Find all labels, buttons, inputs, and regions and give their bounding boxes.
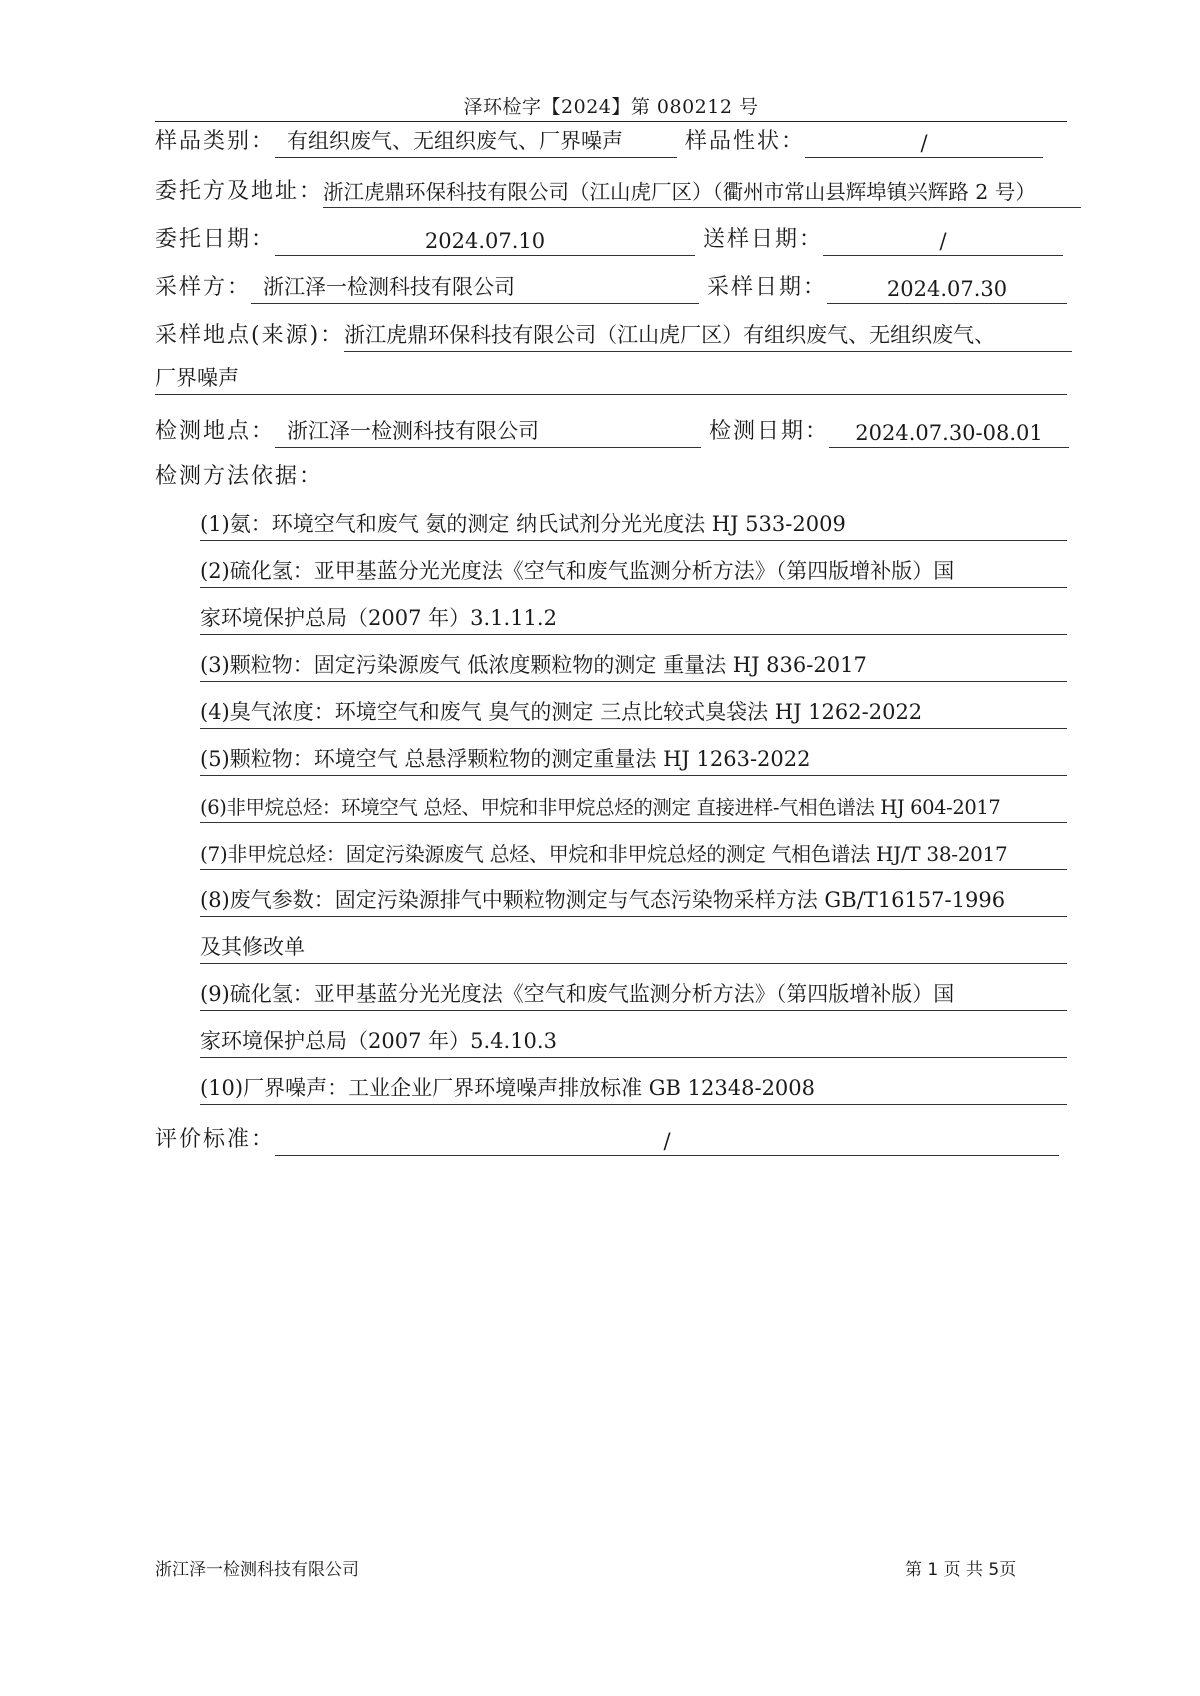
sample-state-value: / xyxy=(805,122,1043,158)
method-line: (6)非甲烷总烃：环境空气 总烃、甲烷和非甲烷总烃的测定 直接进样-气相色谱法 HJ 604-2017 xyxy=(200,785,1067,823)
standard-label: 评价标准： xyxy=(155,1127,276,1152)
report-number: 泽环检字【2024】第 080212 号 xyxy=(463,96,759,118)
method-line: (4)臭气浓度：环境空气和废气 臭气的测定 三点比较式臭袋法 HJ 1262-2022 xyxy=(200,691,1067,729)
standard-value: / xyxy=(275,1120,1059,1156)
test-date-label: 检测日期： xyxy=(709,419,830,444)
method-line: (9)硫化氢：亚甲基蓝分光光度法《空气和废气监测分析方法》（第四版增补版）国 xyxy=(200,973,1067,1011)
entrust-date-value: 2024.07.10 xyxy=(275,220,695,256)
row-sample-type xyxy=(155,118,1043,158)
method-line: 及其修改单 xyxy=(200,926,1067,964)
delivery-date-label: 送样日期： xyxy=(703,227,824,252)
footer-page-number: 第 1 页 共 5页 xyxy=(905,1560,1017,1580)
client-label: 委托方及地址： xyxy=(155,179,324,204)
sampling-date-value: 2024.07.30 xyxy=(827,268,1067,304)
methods-label: 检测方法依据： xyxy=(155,464,324,489)
row-sampling-site xyxy=(155,312,1072,352)
row-test-site xyxy=(155,408,1069,448)
method-line: (7)非甲烷总烃：固定污染源废气 总烃、甲烷和非甲烷总烃的测定 气相色谱法 HJ/T 38-2017 xyxy=(200,832,1067,870)
entrust-date-label: 委托日期： xyxy=(155,227,276,252)
sampler-value: 浙江泽一检测科技有限公司 xyxy=(251,268,699,304)
sample-type-value: 有组织废气、无组织废气、厂界噪声 xyxy=(275,122,677,158)
test-date-value: 2024.07.30-08.01 xyxy=(829,412,1069,448)
sampler-label: 采样方： xyxy=(155,275,252,300)
test-site-label: 检测地点： xyxy=(155,419,276,444)
method-line: (1)氨：环境空气和废气 氨的测定 纳氏试剂分光光度法 HJ 533-2009 xyxy=(200,503,1067,541)
method-line: (8)废气参数：固定污染源排气中颗粒物测定与气态污染物采样方法 GB/T16157-1996 xyxy=(200,879,1067,917)
row-standard xyxy=(155,1116,1059,1156)
method-line: (3)颗粒物：固定污染源废气 低浓度颗粒物的测定 重量法 HJ 836-2017 xyxy=(200,644,1067,682)
sampling-site-value: 浙江虎鼎环保科技有限公司（江山虎厂区）有组织废气、无组织废气、 xyxy=(344,316,1072,352)
method-line: 家环境保护总局（2007 年）5.4.10.3 xyxy=(200,1020,1067,1058)
row-methods xyxy=(155,453,323,493)
row-sampler xyxy=(155,264,1067,304)
method-line: 家环境保护总局（2007 年）3.1.11.2 xyxy=(200,597,1067,635)
delivery-date-value: / xyxy=(823,220,1063,256)
row-entrust-date xyxy=(155,216,1063,256)
sampling-site-value-continued: 厂界噪声 xyxy=(155,357,1067,395)
footer-company: 浙江泽一检测科技有限公司 xyxy=(155,1560,359,1580)
client-value: 浙江虎鼎环保科技有限公司（江山虎厂区）（衢州市常山县辉埠镇兴辉路 2 号） xyxy=(323,172,1081,208)
sample-state-label: 样品性状： xyxy=(685,129,806,154)
sampling-date-label: 采样日期： xyxy=(707,275,828,300)
sampling-site-label: 采样地点(来源)： xyxy=(155,323,345,348)
method-line: (5)颗粒物：环境空气 总悬浮颗粒物的测定重量法 HJ 1263-2022 xyxy=(200,738,1067,776)
row-client xyxy=(155,168,1081,208)
method-line: (2)硫化氢：亚甲基蓝分光光度法《空气和废气监测分析方法》（第四版增补版）国 xyxy=(200,550,1067,588)
sample-type-label: 样品类别： xyxy=(155,129,276,154)
test-site-value: 浙江泽一检测科技有限公司 xyxy=(275,412,701,448)
method-line: (10)厂界噪声：工业企业厂界环境噪声排放标准 GB 12348-2008 xyxy=(200,1067,1067,1105)
